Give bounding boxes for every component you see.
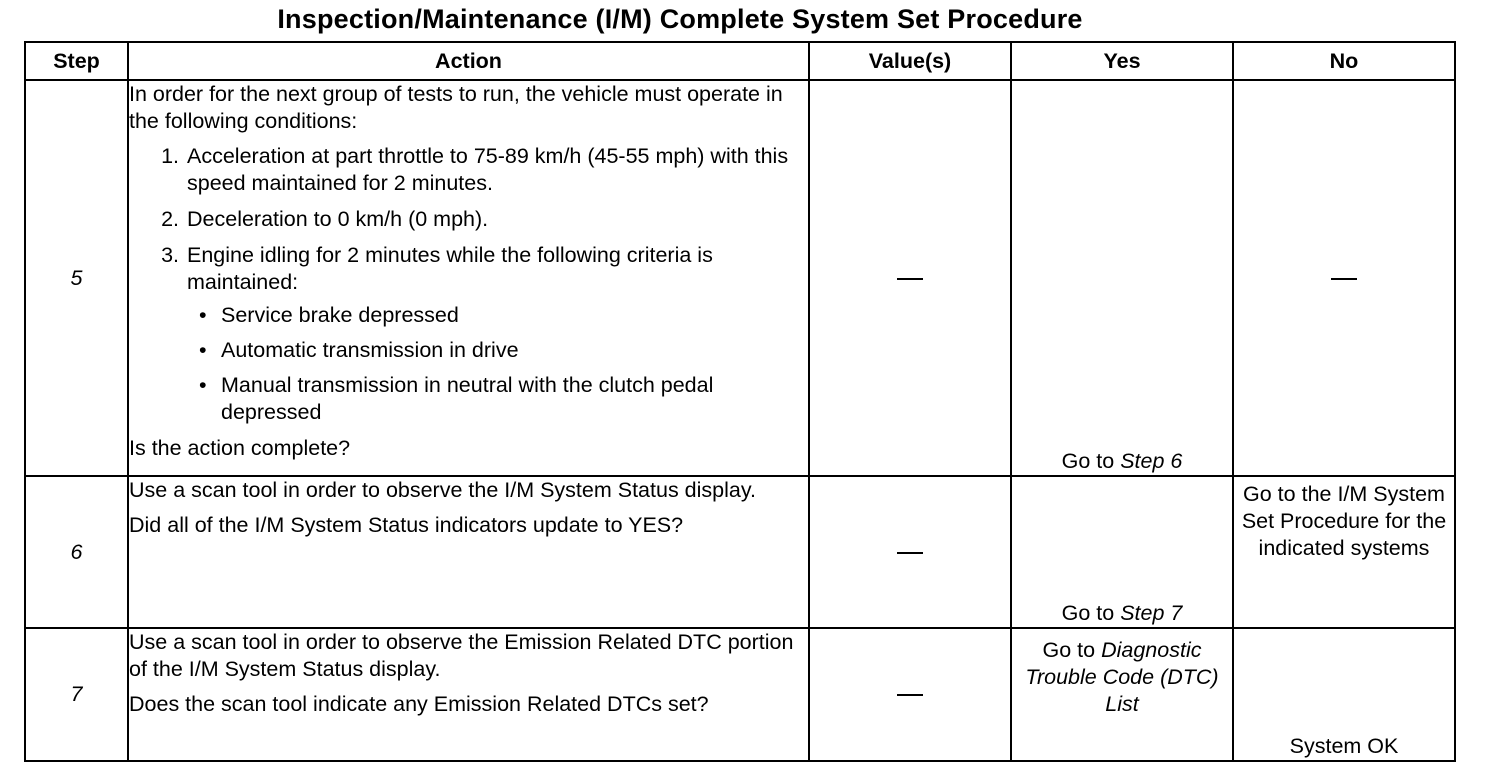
yes-step-link[interactable]: Step 6 — [1120, 449, 1183, 473]
criteria-item — [199, 302, 808, 329]
table-row-step-5 — [25, 80, 1455, 476]
action-cell — [128, 628, 809, 761]
action-question: Does the scan tool indicate any Emission Related DTCs set? — [129, 692, 709, 716]
value-cell — [809, 476, 1011, 628]
yes-prefix: Go to Diagnostic Trouble Code (DTC) List — [1025, 638, 1219, 716]
dash-icon — [897, 278, 923, 280]
column-header-step: Step — [25, 42, 128, 80]
yes-dtc-link[interactable]: Diagnostic Trouble Code (DTC) List — [1025, 638, 1219, 716]
action-intro: In order for the next group of tests to run, the vehicle must operate in the following conditions: — [129, 82, 783, 133]
criteria-item — [199, 372, 808, 426]
header-row — [25, 42, 1455, 80]
step-number: 6 — [25, 476, 128, 628]
action-text: Use a scan tool in order to observe the I/M System Status display. — [129, 478, 756, 502]
action-question: Did all of the I/M System Status indicators update to YES? — [129, 513, 684, 537]
condition-item: 1. Acceleration at part throttle to 75-89 km/h (45-55 mph) with this speed maintained for 2 minutes. — [185, 143, 808, 197]
condition-item: 2. Deceleration to 0 km/h (0 mph). — [185, 206, 808, 233]
column-header-yes: Yes — [1011, 42, 1233, 80]
yes-cell — [1011, 476, 1233, 628]
table-row-step-7 — [25, 628, 1455, 761]
dash-icon — [897, 694, 923, 696]
no-result: System OK — [1289, 734, 1399, 758]
criteria-text: Automatic transmission in drive — [221, 338, 519, 362]
criteria-text: Service brake depressed — [221, 303, 459, 327]
column-header-no: No — [1233, 42, 1455, 80]
condition-item-text: Engine idling for 2 minutes while the following criteria is maintained: — [187, 243, 713, 294]
no-procedure-link[interactable]: Go to the I/M System Set Procedure for the indicated systems — [1241, 482, 1447, 560]
column-header-value: Value(s) — [809, 42, 1011, 80]
dash-icon — [897, 552, 923, 554]
yes-cell — [1011, 80, 1233, 476]
step-number: 7 — [25, 628, 128, 761]
column-header-action: Action — [128, 42, 809, 80]
value-cell — [809, 628, 1011, 761]
yes-prefix: Go to — [1061, 449, 1115, 473]
action-question: Is the action complete? — [129, 436, 351, 460]
criteria-text: Manual transmission in neutral with the clutch pedal depressed — [221, 373, 714, 424]
dash-icon — [1331, 278, 1357, 280]
yes-prefix: Go to — [1061, 601, 1115, 625]
no-cell — [1233, 80, 1455, 476]
document-title: Inspection/Maintenance (I/M) Complete System Set Procedure — [277, 4, 1083, 34]
bullet-icon: • — [199, 303, 207, 327]
action-cell — [128, 476, 809, 628]
step-number: 5 — [25, 80, 128, 476]
no-cell — [1233, 628, 1455, 761]
no-cell — [1233, 476, 1455, 628]
criteria-item — [199, 337, 808, 364]
criteria-list — [187, 302, 808, 426]
yes-cell — [1011, 628, 1233, 761]
condition-list — [129, 143, 808, 426]
action-cell — [128, 80, 809, 476]
condition-item — [185, 242, 808, 426]
bullet-icon: • — [199, 338, 207, 362]
action-text: Use a scan tool in order to observe the Emission Related DTC portion of the I/M System Status display. — [129, 630, 794, 681]
value-cell — [809, 80, 1011, 476]
yes-step-link[interactable]: Step 7 — [1120, 601, 1183, 625]
table-row-step-6 — [25, 476, 1455, 628]
procedure-table — [24, 41, 1456, 762]
bullet-icon: • — [199, 373, 207, 397]
